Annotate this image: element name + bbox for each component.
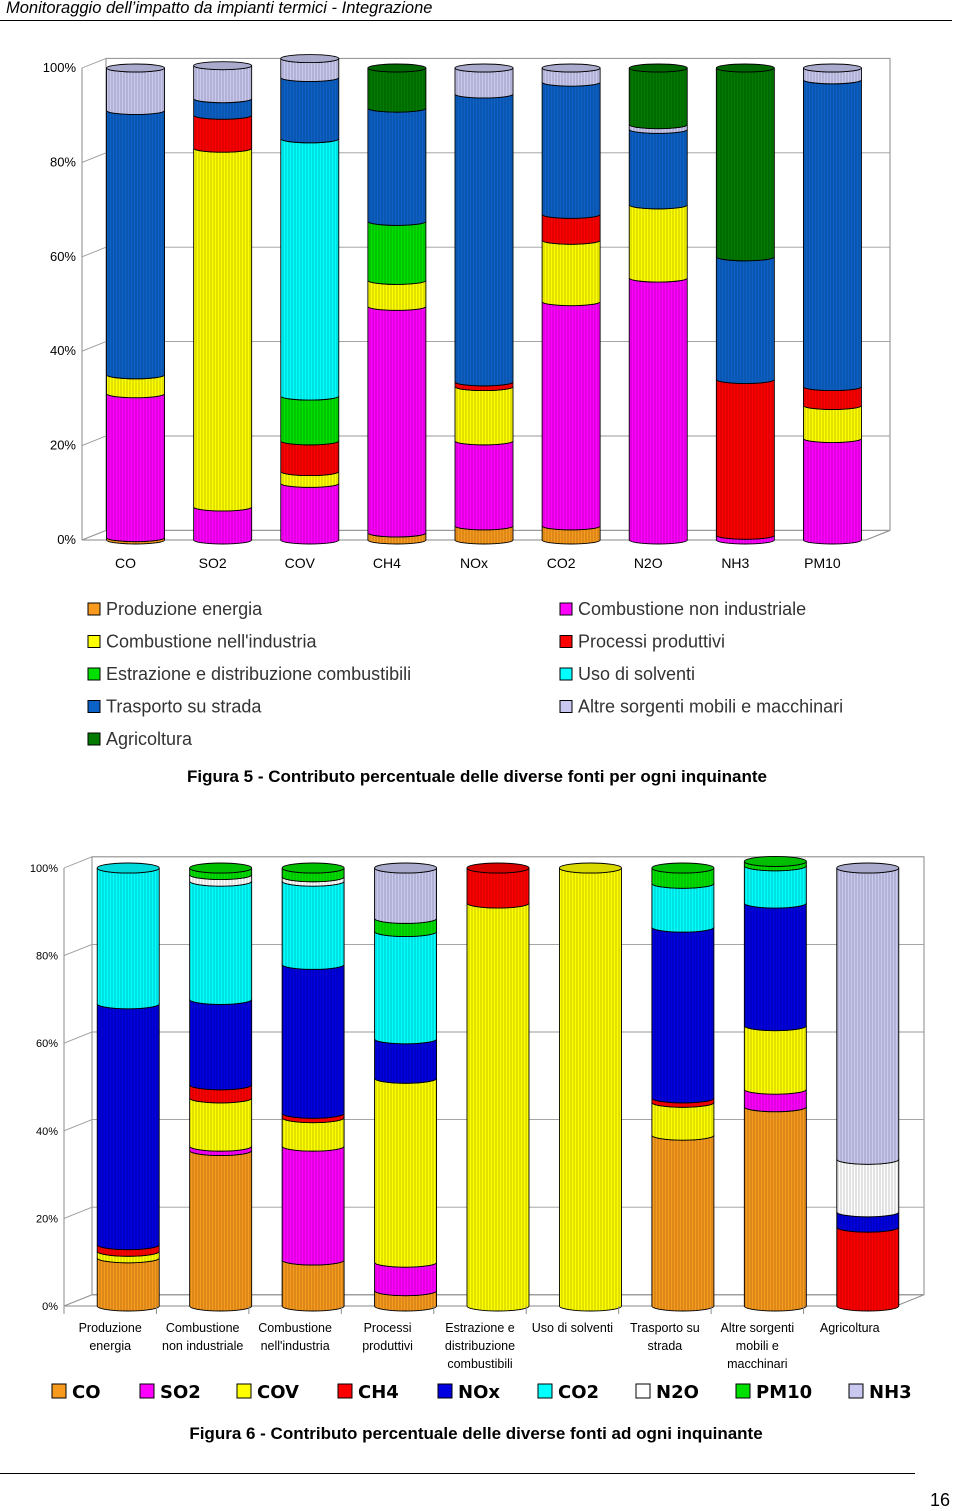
bar-segment-trasporto-su-strada-co-texture <box>652 1135 714 1311</box>
legend-swatch-co <box>52 1384 66 1398</box>
legend-swatch-combustione-nell-industria <box>88 636 100 648</box>
bar-top-cap-produzione-energia <box>97 863 159 873</box>
legend-label-so2: SO2 <box>160 1382 201 1403</box>
bar-segment-trasporto-su-strada-co2-texture <box>652 883 714 932</box>
x-tick-label-line: combustibili <box>447 1357 513 1371</box>
y-tick-label: 20% <box>49 437 76 453</box>
legend-swatch-agricoltura <box>88 733 100 745</box>
x-tick-label <box>285 555 316 571</box>
bar-nox <box>455 64 513 544</box>
bar-segment-co2-combustione-non-industriale-texture <box>542 302 600 530</box>
x-tick-label <box>258 1321 332 1353</box>
bar-top-cap-altre-sorgenti-mobili-e-macchinari <box>744 856 806 866</box>
bar-segment-altre-sorgenti-mobili-e-macchinari-nox-texture <box>744 903 806 1031</box>
bar-segment-estrazione-e-distribuzione-combustibili-cov-texture <box>467 903 529 1311</box>
bar-segment-combustione-nell-industria-so2-texture <box>282 1146 344 1265</box>
bar-top-cap-n2o <box>629 64 687 72</box>
bar-segment-cov-uso-di-solventi-texture <box>281 139 339 400</box>
bar-segment-agricoltura-nh3-texture <box>837 868 899 1164</box>
bar-segment-combustione-nell-industria-co2-texture <box>282 881 344 969</box>
x-tick-label-line: Combustione <box>258 1321 332 1335</box>
bar-trasporto-su-strada <box>652 863 714 1311</box>
x-tick-label <box>115 555 136 571</box>
bar-top-cap-ch4 <box>368 64 426 72</box>
legend-label-agricoltura: Agricoltura <box>106 729 193 749</box>
x-tick-label-line: NH3 <box>721 555 750 571</box>
bar-nh3 <box>716 64 774 544</box>
y-tick-label: 40% <box>49 343 76 359</box>
bar-segment-pm10-trasporto-su-strada-texture <box>803 80 861 391</box>
x-tick-label-line: macchinari <box>727 1357 788 1371</box>
x-tick-label-line: CO2 <box>546 555 576 571</box>
bar-co2 <box>542 64 600 544</box>
bar-segment-cov-processi-produttivi-texture <box>281 441 339 476</box>
page-header-title: Monitoraggio dell’impatto da impianti termici - Integrazione <box>6 0 433 17</box>
bar-segment-co-combustione-non-industriale-texture <box>107 394 165 542</box>
bar-co <box>107 64 165 544</box>
bar-altre-sorgenti-mobili-e-macchinari <box>744 856 806 1311</box>
bar-combustione-non-industriale <box>190 863 252 1311</box>
legend-swatch-ch4 <box>338 1384 352 1398</box>
chart-figura-5 <box>43 55 890 786</box>
y-tick-label: 0% <box>42 1301 58 1313</box>
bar-n2o <box>629 64 687 544</box>
legend-label-ch4: CH4 <box>358 1382 399 1403</box>
x-tick-label-line: SO2 <box>198 555 227 571</box>
bar-segment-nh3-processi-produttivi-texture <box>716 380 774 540</box>
x-tick-label <box>820 1321 880 1335</box>
bar-segment-altre-sorgenti-mobili-e-macchinari-cov-texture <box>744 1026 806 1095</box>
x-tick-label <box>804 555 841 571</box>
bar-top-cap-estrazione-e-distribuzione-combustibili <box>467 863 529 873</box>
y-tick-label: 60% <box>35 1038 58 1051</box>
bar-segment-ch4-estrazione-e-distribuzione-combustibili-texture <box>368 221 426 284</box>
x-tick-label <box>721 1321 795 1371</box>
x-tick-label-line: Trasporto su <box>630 1321 700 1335</box>
bar-segment-co-altre-sorgenti-mobili-e-macchinari-texture <box>107 68 165 114</box>
bar-segment-processi-produttivi-co2-texture <box>375 932 437 1044</box>
bar-segment-pm10-combustione-non-industriale-texture <box>803 439 861 544</box>
x-tick-label-line: COV <box>284 555 315 571</box>
x-tick-label-line: energia <box>89 1339 132 1353</box>
x-tick-label-line: Altre sorgenti <box>720 1321 795 1335</box>
bar-top-cap-agricoltura <box>837 863 899 873</box>
y-tick-label: 40% <box>35 1125 58 1138</box>
legend-label-uso-di-solventi: Uso di solventi <box>578 664 696 684</box>
legend-label-altre-sorgenti-mobili-e-macchinari: Altre sorgenti mobili e macchinari <box>578 696 844 717</box>
bar-segment-nh3-trasporto-su-strada-texture <box>716 257 774 384</box>
y-tick-label: 100% <box>29 863 58 875</box>
legend-label-co2: CO2 <box>558 1382 600 1403</box>
x-tick-label <box>79 1321 142 1353</box>
bar-top-cap-combustione-non-industriale <box>190 863 252 873</box>
x-tick-label <box>199 555 227 571</box>
bar-produzione-energia <box>97 863 159 1311</box>
legend-label-n2o: N2O <box>656 1382 699 1403</box>
y-tick-label: 100% <box>42 60 76 75</box>
bar-segment-ch4-combustione-nell-industria-texture <box>368 280 426 310</box>
x-tick-label-line: nell'industria <box>260 1339 330 1353</box>
bar-segment-so2-combustione-nell-industria-texture <box>194 148 252 511</box>
bar-segment-nox-trasporto-su-strada-texture <box>455 94 513 386</box>
legend-label-pm10: PM10 <box>756 1382 813 1403</box>
x-tick-label-line: Uso di solventi <box>531 1321 614 1335</box>
figure-caption: Figura 5 - Contributo percentuale delle diverse fonti per ogni inquinante <box>187 767 767 786</box>
bar-segment-produzione-energia-co-texture <box>97 1258 159 1311</box>
x-tick-label-line: NOx <box>460 555 488 571</box>
bar-segment-combustione-non-industriale-co2-texture <box>190 881 252 1004</box>
x-tick-label-line: PM10 <box>804 555 841 571</box>
x-tick-label <box>721 555 749 571</box>
bar-segment-ch4-combustione-non-industriale-texture <box>368 306 426 537</box>
bar-top-cap-cov <box>281 55 339 63</box>
bar-segment-agricoltura-n2o-texture <box>837 1159 899 1217</box>
bar-top-cap-processi-produttivi <box>375 863 437 873</box>
x-tick-label-line: non industriale <box>162 1339 244 1353</box>
bar-uso-di-solventi <box>559 863 621 1311</box>
x-tick-label-line: distribuzione <box>444 1339 516 1353</box>
x-tick-label-line: Agricoltura <box>819 1321 880 1335</box>
bar-segment-nox-combustione-nell-industria-texture <box>455 387 513 445</box>
bar-segment-cov-trasporto-su-strada-texture <box>281 77 339 142</box>
legend-swatch-nox <box>438 1384 452 1398</box>
legend-swatch-estrazione-e-distribuzione-combustibili <box>88 668 100 680</box>
bar-segment-agricoltura-ch4-texture <box>837 1227 899 1311</box>
bar-top-cap-trasporto-su-strada <box>652 863 714 873</box>
y-tick-label: 80% <box>49 154 76 170</box>
legend-swatch-n2o <box>636 1384 650 1398</box>
bar-segment-processi-produttivi-nox-texture <box>375 1039 437 1083</box>
legend-swatch-co2 <box>538 1384 552 1398</box>
bar-segment-nox-combustione-non-industriale-texture <box>455 441 513 530</box>
legend-label-trasporto-su-strada: Trasporto su strada <box>106 696 262 717</box>
x-tick-label-line: Estrazione e <box>445 1321 515 1335</box>
bar-cov <box>281 55 339 544</box>
bar-estrazione-e-distribuzione-combustibili <box>467 863 529 1311</box>
bar-top-cap-so2 <box>194 62 252 70</box>
bar-segment-ch4-agricoltura-texture <box>368 68 426 112</box>
y-tick-label: 20% <box>35 1213 58 1226</box>
x-tick-label <box>634 555 663 571</box>
bar-segment-produzione-energia-co2-texture <box>97 868 159 1009</box>
bar-top-cap-co2 <box>542 64 600 72</box>
x-tick-label-line: Produzione <box>78 1321 142 1335</box>
bar-ch4 <box>368 64 426 544</box>
bar-segment-nox-altre-sorgenti-mobili-e-macchinari-texture <box>455 68 513 98</box>
bar-segment-co2-combustione-nell-industria-texture <box>542 240 600 305</box>
bar-segment-so2-altre-sorgenti-mobili-e-macchinari-texture <box>194 66 252 103</box>
legend-label-produzione-energia: Produzione energia <box>106 599 263 619</box>
legend-label-processi-produttivi: Processi produttivi <box>578 631 726 652</box>
legend-swatch-pm10 <box>736 1384 750 1398</box>
x-tick-label-line: produttivi <box>362 1339 413 1353</box>
bar-segment-processi-produttivi-nh3-texture <box>375 868 437 923</box>
legend-swatch-produzione-energia <box>88 603 100 615</box>
x-tick-label-line: N2O <box>633 555 663 571</box>
legend-swatch-trasporto-su-strada <box>88 701 100 713</box>
bar-segment-co-trasporto-su-strada-texture <box>107 110 165 378</box>
legend-label-cov: COV <box>257 1382 299 1403</box>
x-tick-label-line: Combustione <box>165 1321 240 1335</box>
bar-top-cap-combustione-nell-industria <box>282 863 344 873</box>
x-tick-label <box>547 555 576 571</box>
bar-segment-so2-processi-produttivi-texture <box>194 115 252 152</box>
bar-segment-so2-combustione-non-industriale-texture <box>194 507 252 544</box>
legend-label-co: CO <box>72 1382 101 1403</box>
x-tick-label-line: Processi <box>363 1321 412 1335</box>
bar-segment-combustione-non-industriale-cov-texture <box>190 1098 252 1151</box>
y-tick-label: 80% <box>35 950 58 963</box>
bar-segment-cov-combustione-non-industriale-texture <box>281 483 339 544</box>
bar-segment-combustione-nell-industria-co-texture <box>282 1260 344 1311</box>
x-tick-label <box>532 1321 613 1335</box>
bar-top-cap-nox <box>455 64 513 72</box>
legend-label-combustione-nell-industria: Combustione nell'industria <box>106 631 317 652</box>
legend-swatch-combustione-non-industriale <box>560 603 572 615</box>
legend-swatch-altre-sorgenti-mobili-e-macchinari <box>560 701 572 713</box>
x-tick-label-line: mobili e <box>735 1339 779 1353</box>
bar-segment-pm10-combustione-nell-industria-texture <box>803 405 861 442</box>
bar-segment-n2o-combustione-nell-industria-texture <box>629 205 687 282</box>
bar-top-cap-uso-di-solventi <box>559 863 621 873</box>
bar-segment-altre-sorgenti-mobili-e-macchinari-co-texture <box>744 1107 806 1311</box>
bar-segment-n2o-combustione-non-industriale-texture <box>629 278 687 544</box>
y-tick-label: 60% <box>49 248 76 264</box>
bar-agricoltura <box>837 863 899 1311</box>
bar-segment-trasporto-su-strada-nox-texture <box>652 927 714 1103</box>
bar-processi-produttivi <box>375 863 437 1311</box>
x-tick-label-line: strada <box>647 1339 683 1353</box>
bar-segment-altre-sorgenti-mobili-e-macchinari-co2-texture <box>744 866 806 908</box>
x-tick-label <box>460 555 488 571</box>
bar-segment-uso-di-solventi-cov-texture <box>559 868 621 1311</box>
x-tick-label <box>445 1321 515 1371</box>
x-tick-label <box>162 1321 243 1353</box>
chart-figura-6 <box>30 856 924 1443</box>
legend-swatch-so2 <box>140 1384 154 1398</box>
legend-label-estrazione-e-distribuzione-combustibili: Estrazione e distribuzione combustibili <box>106 664 412 684</box>
legend-label-nh3: NH3 <box>869 1382 912 1403</box>
legend-label-nox: NOx <box>458 1382 500 1403</box>
bar-segment-cov-estrazione-e-distribuzione-combustibili-texture <box>281 396 339 445</box>
bar-top-cap-pm10 <box>803 64 861 72</box>
figure-caption: Figura 6 - Contributo percentuale delle diverse fonti ad ogni inquinante <box>189 1424 763 1443</box>
legend-swatch-processi-produttivi <box>560 636 572 648</box>
bar-segment-n2o-trasporto-su-strada-texture <box>629 129 687 209</box>
y-tick-label: 0% <box>57 532 76 547</box>
bar-segment-processi-produttivi-cov-texture <box>375 1078 437 1267</box>
bar-segment-n2o-agricoltura-texture <box>629 68 687 129</box>
bar-segment-co2-processi-produttivi-texture <box>542 214 600 244</box>
legend-swatch-cov <box>237 1384 251 1398</box>
bar-combustione-nell-industria <box>282 863 344 1311</box>
legend-label-combustione-non-industriale: Combustione non industriale <box>578 599 807 619</box>
bar-segment-co2-trasporto-su-strada-texture <box>542 82 600 218</box>
bar-segment-produzione-energia-nox-texture <box>97 1004 159 1250</box>
bar-segment-combustione-nell-industria-nox-texture <box>282 964 344 1118</box>
x-tick-label <box>630 1321 700 1353</box>
bar-so2 <box>194 62 252 544</box>
x-tick-label-line: CO <box>115 555 137 571</box>
bar-segment-nh3-agricoltura-texture <box>716 68 774 261</box>
x-tick-label <box>362 1321 413 1353</box>
page-number: 16 <box>929 1490 950 1510</box>
legend-swatch-nh3 <box>849 1384 863 1398</box>
footer-rule <box>0 1473 915 1474</box>
bar-segment-combustione-non-industriale-nox-texture <box>190 999 252 1089</box>
bar-pm10 <box>803 64 861 544</box>
bar-segment-combustione-non-industriale-co-texture <box>190 1151 252 1311</box>
bar-top-cap-co <box>107 64 165 72</box>
x-tick-label-line: CH4 <box>372 555 401 571</box>
bar-segment-estrazione-e-distribuzione-combustibili-ch4-texture <box>467 868 529 908</box>
bar-top-cap-nh3 <box>716 64 774 72</box>
bar-segment-ch4-trasporto-su-strada-texture <box>368 108 426 225</box>
x-tick-label <box>373 555 401 571</box>
bar-segment-trasporto-su-strada-cov-texture <box>652 1102 714 1140</box>
legend-swatch-uso-di-solventi <box>560 668 572 680</box>
